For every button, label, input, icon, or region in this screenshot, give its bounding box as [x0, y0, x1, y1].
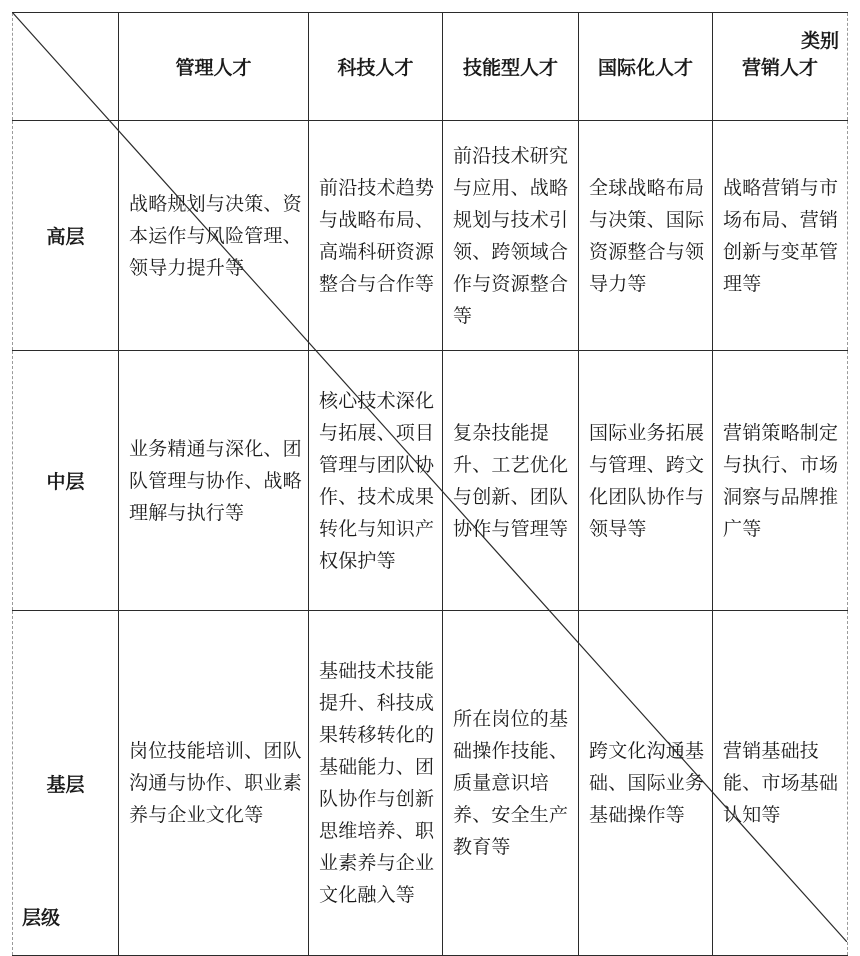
- row-header-senior: 高层: [13, 121, 119, 351]
- talent-training-table: [12, 12, 847, 942]
- row-header-junior: 基层: [13, 611, 119, 956]
- table-cell: 战略营销与市场布局、营销创新与变革管理等: [713, 121, 848, 351]
- table-cell: 营销策略制定与执行、市场洞察与品牌推广等: [713, 351, 848, 611]
- table-cell: 前沿技术研究与应用、战略规划与技术引领、跨领域合作与资源整合等: [443, 121, 579, 351]
- column-header-management: 管理人才: [119, 13, 309, 121]
- table-cell: 核心技术深化与拓展、项目管理与团队协作、技术成果转化与知识产权保护等: [309, 351, 443, 611]
- diagonal-line: [12, 12, 847, 942]
- table: [12, 12, 848, 956]
- table-cell: 岗位技能培训、团队沟通与协作、职业素养与企业文化等: [119, 611, 309, 956]
- column-header-skilled: 技能型人才: [443, 13, 579, 121]
- column-header-marketing: 营销人才: [713, 13, 848, 121]
- corner-level-label: 层级: [22, 907, 61, 929]
- table-cell: 前沿技术趋势与战略布局、高端科研资源整合与合作等: [309, 121, 443, 351]
- table-cell: 国际业务拓展与管理、跨文化团队协作与领导等: [579, 351, 713, 611]
- row-header-middle: 中层: [13, 351, 119, 611]
- column-header-technology: 科技人才: [309, 13, 443, 121]
- header-row: [13, 13, 848, 121]
- table-cell: 复杂技能提升、工艺优化与创新、团队协作与管理等: [443, 351, 579, 611]
- table-cell: 跨文化沟通基础、国际业务基础操作等: [579, 611, 713, 956]
- table-cell: 全球战略布局与决策、国际资源整合与领导力等: [579, 121, 713, 351]
- table-cell: 战略规划与决策、资本运作与风险管理、领导力提升等: [119, 121, 309, 351]
- table-cell: 基础技术技能提升、科技成果转移转化的基础能力、团队协作与创新思维培养、职业素养与企业文化融入等: [309, 611, 443, 956]
- table-cell: 业务精通与深化、团队管理与协作、战略理解与执行等: [119, 351, 309, 611]
- corner-category-label: 类别: [800, 30, 839, 52]
- table-cell: 营销基础技能、市场基础认知等: [713, 611, 848, 956]
- column-header-international: 国际化人才: [579, 13, 713, 121]
- table-cell: 所在岗位的基础操作技能、质量意识培养、安全生产教育等: [443, 611, 579, 956]
